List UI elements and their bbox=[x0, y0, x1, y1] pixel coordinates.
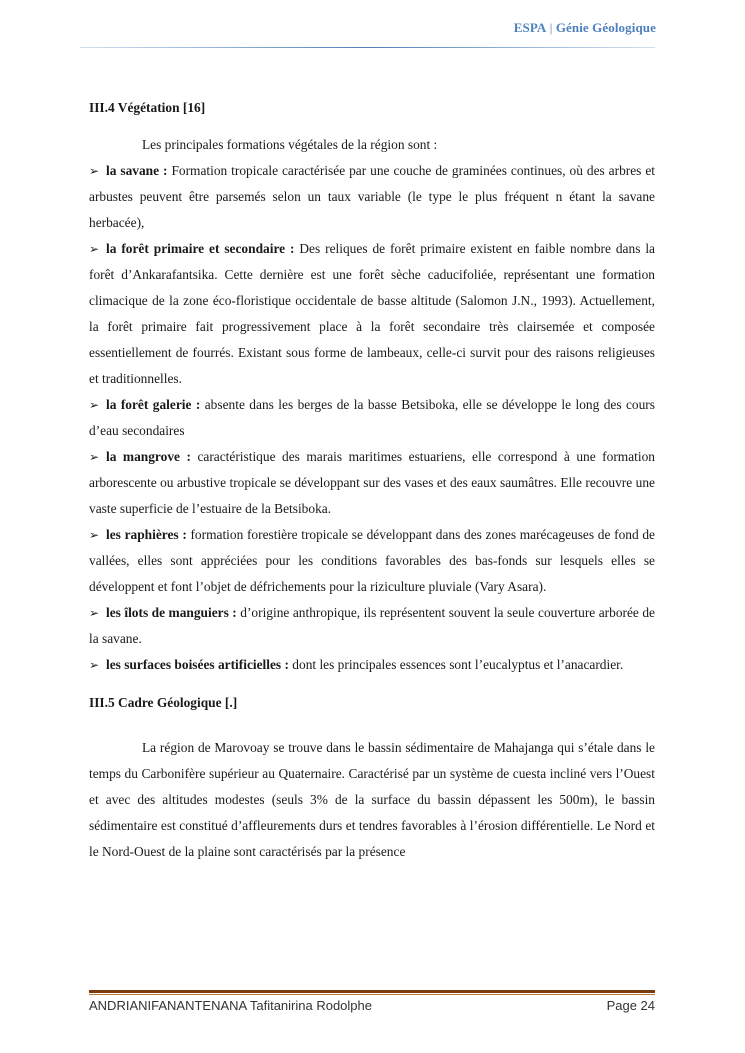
footer-rule bbox=[89, 990, 655, 993]
list-item-term: la mangrove : bbox=[106, 449, 191, 464]
list-item bbox=[89, 444, 655, 522]
header-org: ESPA bbox=[513, 20, 547, 35]
list-item-term: la savane : bbox=[106, 163, 168, 178]
list-item-text: d’origine anthropique, ils représentent souvent la seule couverture arborée de la savane. bbox=[89, 605, 656, 646]
section-heading-geology: III.5 Cadre Géologique [.] bbox=[89, 695, 238, 710]
list-item-term: la forêt galerie : bbox=[106, 397, 201, 412]
section-heading-vegetation: III.4 Végétation [16] bbox=[89, 100, 206, 115]
list-item bbox=[89, 600, 655, 652]
list-item-term: les surfaces boisées artificielles : bbox=[106, 657, 289, 672]
header-separator: | bbox=[546, 20, 556, 35]
list-item-text: absente dans les berges de la basse Betsiboka, elle se développe le long des cours d’eau secondaires bbox=[89, 397, 655, 438]
list-item bbox=[89, 392, 655, 444]
header-department: Génie Géologique bbox=[555, 20, 656, 35]
arrow-bullet-icon: ➢ bbox=[89, 528, 100, 542]
list-item bbox=[89, 236, 655, 392]
page-number: Page 24 bbox=[606, 998, 655, 1013]
arrow-bullet-icon: ➢ bbox=[89, 242, 100, 256]
header-rule bbox=[80, 47, 655, 48]
vegetation-intro: Les principales formations végétales de la région sont : bbox=[142, 137, 438, 152]
footer-rule-thin bbox=[89, 994, 655, 995]
list-item-text: Des reliques de forêt primaire existent en faible nombre dans la forêt d’Ankarafantsika. Cette dernière est une forêt sèche caducifoliée, représentant une formation climacique de la zone éco-floristique occidentale de basse altitude (Salomon J.N., 1993). Actuellement, la forêt primaire fait progressivement place à la forêt secondaire très clairsemée et composée essentiellement de fourrés. Existant sous forme de lambeaux, celle-ci survit pour des raisons religieuses et traditionnelles. bbox=[89, 241, 655, 386]
arrow-bullet-icon: ➢ bbox=[89, 658, 100, 672]
arrow-bullet-icon: ➢ bbox=[89, 450, 100, 464]
list-item bbox=[89, 158, 655, 236]
list-item-term: les îlots de manguiers : bbox=[106, 605, 237, 620]
list-item bbox=[89, 652, 655, 678]
list-item-text: formation forestière tropicale se développant dans des zones marécageuses de fond de vallées, elles sont appréciées pour les conditions favorables des bas-fonds sur lesquels elles se développent et font l’objet de défrichements pour la riziculture pluviale (Vary Asara). bbox=[89, 527, 655, 594]
list-item-text: Formation tropicale caractérisée par une couche de graminées continues, où des arbres et arbustes peuvent être parsemés selon un taux variable (le type le plus fréquent n étant la savane herbacée), bbox=[89, 163, 656, 230]
list-item-text: caractéristique des marais maritimes estuariens, elle correspond à une formation arborescente ou arbustive tropicale se développant sur des vases et des eaux saumâtres. Elle recouvre une vaste superficie de l’estuaire de la Betsiboka. bbox=[89, 449, 655, 516]
arrow-bullet-icon: ➢ bbox=[89, 164, 100, 178]
list-item-term: les raphières : bbox=[106, 527, 187, 542]
arrow-bullet-icon: ➢ bbox=[89, 398, 100, 412]
list-item-text: dont les principales essences sont l’eucalyptus et l’anacardier. bbox=[288, 657, 624, 672]
geology-paragraph: La région de Marovoay se trouve dans le bassin sédimentaire de Mahajanga qui s’étale dans le temps du Carbonifère supérieur au Quaternaire. Caractérisé par un système de cuesta incliné vers l’Ouest et avec des altitudes modestes (seuls 3% de la surface du bassin dépassent les 500m), le bassin sédimentaire est constitué d’affleurements durs et tendres favorables à l’érosion différentielle. Le Nord et le Nord-Ouest de la plaine sont caractérisés par la présence bbox=[89, 740, 655, 859]
running-header bbox=[514, 20, 656, 36]
list-item bbox=[89, 522, 655, 600]
arrow-bullet-icon: ➢ bbox=[89, 606, 100, 620]
page-body bbox=[89, 95, 655, 865]
footer-author: ANDRIANIFANANTENANA Tafitanirina Rodolphe bbox=[89, 998, 372, 1013]
list-item-term: la forêt primaire et secondaire : bbox=[106, 241, 295, 256]
